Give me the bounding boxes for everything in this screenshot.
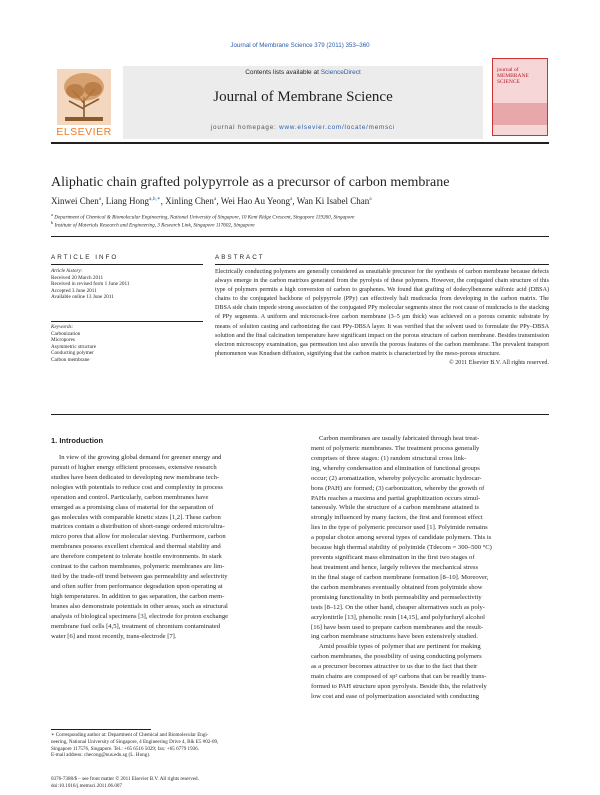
history-accepted: Accepted 3 June 2011: [51, 287, 97, 294]
affiliation-rule: [51, 236, 549, 237]
history-label: Article history:: [51, 268, 83, 274]
article-info-rule: [51, 264, 203, 265]
contents-prefix: Contents lists available at: [245, 69, 321, 76]
text-line: and often suffer from performance degradation upon operating at: [51, 582, 223, 590]
text-line: [16] have been used to prepare carbon membranes and the result-: [311, 623, 484, 631]
text-line: because high thermal stability of polyimide (Tdecom = 300–500 °C): [311, 544, 492, 552]
footnote-line: 0376-7388/$ – see front matter © 2011 Elsevier B.V. All rights reserved.: [51, 776, 199, 782]
text-line: formed to PAH structure upon pyrolysis. Beside this, the relatively: [311, 683, 487, 691]
front-matter-doi: [51, 776, 351, 790]
author-affiliation-marker[interactable]: a: [289, 196, 293, 202]
text-line: operation and control. Particularly, carbon membranes have: [51, 493, 209, 501]
footnote-line: doi:10.1016/j.memsci.2011.06.007: [51, 782, 122, 789]
keyword-item: Micropores: [51, 337, 75, 344]
affiliation-a-marker: a: [51, 212, 53, 217]
text-line: are therefore competent to tolerate hostile environments. In stark: [51, 553, 222, 561]
copyright-line: © 2011 Elsevier B.V. All rights reserved.: [449, 359, 549, 366]
author-name[interactable]: Wan Ki Isabel Chan: [296, 196, 370, 206]
text-line: prevents significant mass elimination in the first two stages of: [311, 554, 475, 562]
text-line: micro pores that allow for molecular sieving. Furthermore, carbon: [51, 533, 226, 541]
text-line: pursuit of higher energy efficient processes, extensive research: [51, 463, 217, 471]
text-line: matrices contain a distribution of short-range ordered micro/ultra-: [51, 523, 225, 531]
author-name[interactable]: Liang Hong: [105, 196, 149, 206]
homepage-prefix: journal homepage:: [210, 124, 280, 131]
author-list: [51, 196, 551, 206]
contents-available-line: [123, 69, 483, 76]
text-line: ited by the trade-off trend between gas permeability and selectivity: [51, 573, 228, 581]
text-line: low cost and ease of polymerization associated with conducting: [311, 692, 480, 700]
text-line: as a precursor becomes attractive to us due to the fact that their: [311, 663, 478, 671]
text-line: Amid possible types of polymer that are pertinent for making: [319, 643, 481, 651]
article-title: Aliphatic chain grafted polypyrrole as a precursor of carbon membrane: [51, 175, 450, 190]
journal-name: Journal of Membrane Science: [213, 89, 393, 105]
author-name[interactable]: Xinwei Chen: [51, 196, 99, 206]
abstract-bottom-rule: [51, 414, 549, 415]
text-line: ing, whereby condensation and elimination of functional groups: [311, 464, 480, 472]
abstract-paragraph: Electrically conducting polymers are generally considered as unsuitable precursor for the synthesis of carbon membrane because defects always emerge in the carbon matrixes generated from the pyrolysis of these polymers. However, the conjugated chain structure of this type of polymers permits a high conversion of carbon to graphenes. We found that grafting of dodecylbenzene sulfonic acid (DBSA) chains to the conjugated backbone of polypyrrole (PPy) can effectively halt mudcracks from developing in the carbon matrix. The DBSA side chain impede strong association of the conjugated PPy molecular segments since the root cause of mudcracks is the stacking of PPy segments. A uniform and microcrack-free carbon membrane (3–5 μm thick) was achieved on a porous ceramic substrate by means of solution casting and carbonizing the cast PPy-DBSA layer. It was verified that the solvent used to formulate the PPy–DBSA solution and the final calcination temperature have significant impact on the porous structure of carbon membrane. Besides transmission electron microscopy examination, gas permeation test also unveils the porous features of the carbon membrane. The prevalent transport phenomenon was Knudsen diffusion, signifying that the carbon matrix is characterized by the meso-porous structure.: [215, 269, 549, 357]
text-line: ment of polymeric membranes. The treatment process generally: [311, 444, 480, 452]
text-line: comprises of three stages: (1) random structural cross link-: [311, 454, 467, 462]
publisher-name: ELSEVIER: [56, 126, 112, 138]
header-rule: [51, 142, 549, 144]
abstract-rule: [215, 264, 549, 265]
text-line: PAHs reaches a maxima and partial graphitization occurs simul-: [311, 494, 481, 502]
history-online: Available online 13 June 2011: [51, 294, 114, 301]
text-line: strongly influenced by many factors, the first and foremost effect: [311, 514, 483, 522]
text-line: acrylonitrile [13], phenolic resin [14,15], and polyfurfuryl alcohol: [311, 613, 485, 621]
author-affiliation-marker[interactable]: a: [98, 196, 102, 202]
history-received: Received 20 March 2011: [51, 274, 104, 281]
text-line: membranes possess excellent chemical and thermal stability and: [51, 543, 221, 551]
text-line: lies in the type of polymeric precursor used [1]. Polyimide remains: [311, 524, 488, 532]
article-history: [51, 268, 203, 301]
author-separator: ,: [160, 196, 166, 206]
journal-homepage: [123, 124, 483, 131]
text-line: in the final stage of carbon membrane formation [8–10]. Moreover,: [311, 573, 489, 581]
text-line: carbon membranes, the possibility of using conducting polymers: [311, 653, 482, 661]
text-line: occur; (2) aromatization, whereby polycyclic aromatic hydrocar-: [311, 474, 482, 482]
text-line: main chains are composed of sp² carbons that can be readily trans-: [311, 673, 487, 681]
homepage-link[interactable]: www.elsevier.com/locate/memsci: [279, 124, 396, 131]
keyword-item: Asymmetric structure: [51, 343, 97, 350]
author-affiliation-marker[interactable]: a,b,∗: [148, 196, 161, 202]
text-line: Carbon membranes are usually fabricated through heat treat-: [319, 435, 480, 442]
footnote-line: neering, National University of Singapore, 4 Engineering Drive 4, Blk E5 #02-09,: [51, 738, 219, 745]
footnote-line: E-mail address: checong@nus.edu.sg (L. Hong).: [51, 752, 151, 759]
text-line: promising functionality in both permeability and permselectivity: [311, 593, 482, 601]
text-line: taneously. While the structure of a carbon membrane attained is: [311, 504, 479, 512]
section-heading-introduction: 1. Introduction: [51, 436, 104, 445]
footnote-line: ∗ Corresponding author at: Department of Chemical and Biomolecular Engi-: [51, 732, 209, 738]
text-line: studies have been dedicated to developing new membrane tech-: [51, 473, 220, 481]
footnote-line: Singapore 117576, Singapore. Tel.: +65 6516 5029; fax: +65 6779 1936.: [51, 745, 199, 752]
author-affiliation-marker[interactable]: a: [213, 196, 217, 202]
keywords-rule: [51, 321, 203, 322]
corresponding-author-footnote: [51, 732, 289, 759]
affiliation-b-marker: b: [51, 220, 54, 225]
text-line: a popular choice among several types of candidate polymers. This is: [311, 534, 492, 542]
keywords-label: Keywords:: [51, 324, 74, 330]
text-line: emerged as a promising class of material for the separation of: [51, 503, 214, 511]
affiliation-a-text: Department of Chemical & Biomolecular Engineering, National University of Singapore, 10 Kent Ridge Crescent, Singapore 119260, Singapore: [54, 214, 355, 221]
text-line: the carbon membranes eventually obtained from polyimide show: [311, 583, 483, 591]
body-column-left: [51, 453, 289, 642]
text-line: ing carbon membrane structures have been extensively studied.: [311, 633, 478, 641]
abstract-heading: ABSTRACT: [215, 254, 265, 261]
footnote-rule: [51, 729, 151, 730]
author-affiliation-marker[interactable]: a: [369, 196, 372, 202]
history-revised: Received in revised form 1 June 2011: [51, 281, 130, 288]
text-line: bons (PAH) are formed; (3) carbonization, whereby the growth of: [311, 484, 485, 492]
text-line: membrane fuel cells [4,5], treatment of chromium contaminated: [51, 622, 220, 630]
keyword-item: Carbon membrane: [51, 356, 90, 363]
text-line: nologies with potentials to reduce cost and complexity in process: [51, 483, 223, 491]
author-name[interactable]: Wei Hao Au Yeong: [220, 196, 290, 206]
author-name[interactable]: Xinling Chen: [165, 196, 214, 206]
keyword-item: Conducting polymer: [51, 350, 94, 357]
author-separator: ,: [101, 196, 106, 206]
text-line: water [6] and most recently, trans-electrode [7].: [51, 632, 177, 640]
text-line: In view of the growing global demand for greener energy and: [59, 454, 222, 461]
sciencedirect-link[interactable]: ScienceDirect: [320, 69, 361, 76]
cover-title: journal of MEMBRANE SCIENCE: [497, 67, 529, 85]
journal-cover-thumbnail: [492, 58, 548, 136]
text-line: tests [8–12]. On the other hand, cheaper alternatives such as poly-: [311, 603, 485, 611]
elsevier-tree-logo: [51, 62, 117, 132]
abstract-text: [215, 268, 549, 368]
cover-stripe: [493, 103, 547, 125]
text-line: gas molecules with comparable kinetic sizes [1,2]. These carbon: [51, 513, 221, 521]
text-line: heat treatment and hence, largely relieves the mechanical stress: [311, 563, 479, 571]
keyword-item: Carbonization: [51, 330, 81, 337]
text-line: contrast to the carbon membranes, polymeric membranes are lim-: [51, 563, 225, 571]
affiliation-b: [51, 220, 551, 229]
text-line: analysis of biological specimens [3], electrode for proton exchange: [51, 612, 229, 620]
text-line: high temperatures. In addition to gas separation, the carbon mem-: [51, 592, 225, 600]
journal-reference[interactable]: Journal of Membrane Science 379 (2011) 353–360: [230, 42, 370, 49]
article-info-heading: ARTICLE INFO: [51, 254, 119, 261]
body-column-right: [311, 434, 549, 702]
text-line: branes also demonstrate potentials in other areas, such as structural: [51, 602, 228, 610]
author-separator: ,: [292, 196, 297, 206]
author-separator: ,: [216, 196, 221, 206]
keywords: [51, 324, 203, 364]
affiliation-b-text: Institute of Materials Research and Engineering, 3 Research Link, Singapore 117602, Singapore: [54, 222, 255, 229]
